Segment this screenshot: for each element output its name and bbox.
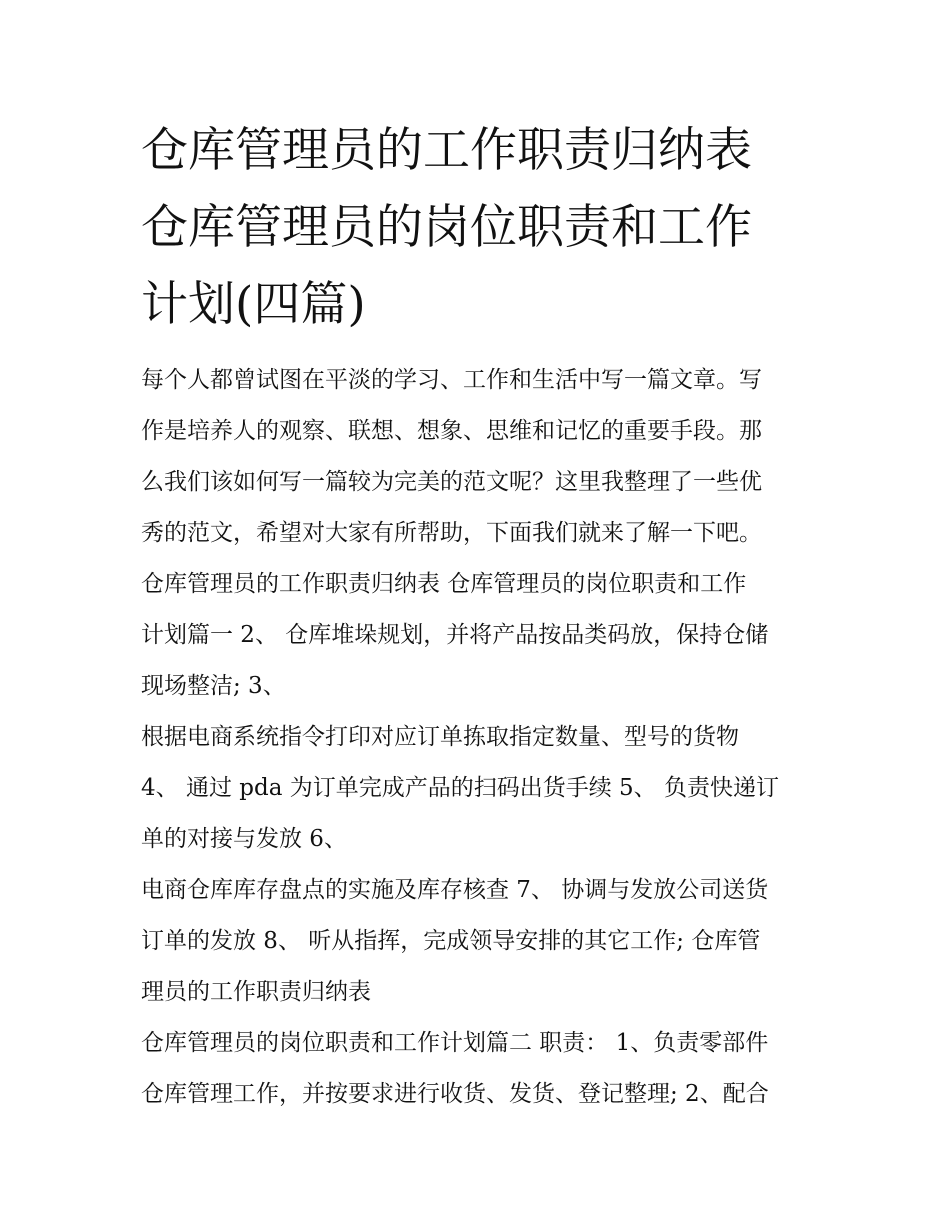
body-line: 单的对接与发放 6、: [141, 826, 347, 852]
body-line: 计划篇一 2、 仓库堆垛规划，并将产品按品类码放，保持仓储: [141, 622, 769, 648]
document-title: [141, 112, 821, 343]
body-line: 电商仓库库存盘点的实施及库存核查 7、 协调与发放公司送货: [141, 877, 769, 903]
body-line: 仓库管理员的岗位职责和工作计划篇二 职责： 1、负责零部件: [141, 1030, 769, 1056]
body-line: 么我们该如何写一篇较为完美的范文呢？这里我整理了一些优: [141, 469, 762, 495]
body-line: 订单的发放 8、 听从指挥，完成领导安排的其它工作; 仓库管: [141, 928, 761, 954]
title-line: 仓库管理员的工作职责归纳表: [141, 123, 752, 178]
body-line: 4、 通过 pda 为订单完成产品的扫码出货手续 5、 负责快递订: [141, 775, 779, 801]
body-line: 仓库管理员的工作职责归纳表 仓库管理员的岗位职责和工作: [141, 571, 747, 597]
body-line: 根据电商系统指令打印对应订单拣取指定数量、型号的货物: [141, 724, 739, 750]
body-line: 现场整洁; 3、: [141, 673, 286, 699]
document-body: [141, 355, 821, 1120]
document-page: [141, 112, 821, 1120]
body-line: 每个人都曾试图在平淡的学习、工作和生活中写一篇文章。写: [141, 367, 762, 393]
title-line: 仓库管理员的岗位职责和工作: [141, 200, 752, 255]
body-line: 仓库管理工作，并按要求进行收货、发货、登记整理; 2、配合: [141, 1081, 769, 1107]
body-line: 作是培养人的观察、联想、想象、思维和记忆的重要手段。那: [141, 418, 762, 444]
body-line: 秀的范文，希望对大家有所帮助，下面我们就来了解一下吧。: [141, 520, 762, 546]
title-line: 计划(四篇): [141, 277, 366, 332]
body-line: 理员的工作职责归纳表: [141, 979, 371, 1005]
